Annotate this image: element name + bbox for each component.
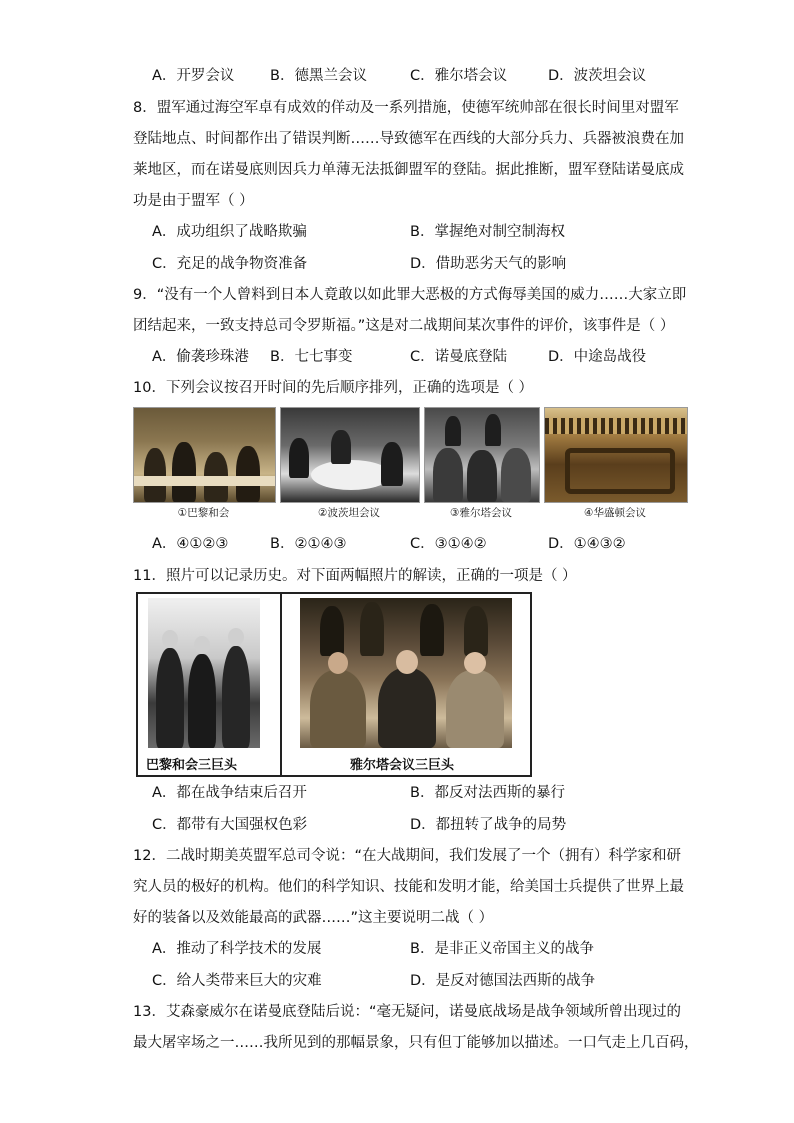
q10-option-c: C．③①④② [410, 536, 487, 552]
q7-option-b: B．德黑兰会议 [270, 68, 367, 84]
q9-stem-line-2: 团结起来，一致支持总司令罗斯福。”这是对二战期间某次事件的评价，该事件是（ ） [133, 318, 675, 334]
caption-washington-conference: ④华盛顿会议 [584, 507, 646, 519]
caption-paris-big-three: 巴黎和会三巨头 [146, 758, 238, 773]
q7-option-c: C．雅尔塔会议 [410, 68, 508, 84]
q9-option-c: C．诺曼底登陆 [410, 349, 508, 365]
q12-option-b: B．是非正义帝国主义的战争 [410, 941, 594, 957]
q10-stem: 10．下列会议按召开时间的先后顺序排列，正确的选项是（ ） [133, 380, 534, 396]
q12-option-c: C．给人类带来巨大的灾难 [152, 973, 322, 989]
potsdam-conference-photo [280, 407, 420, 503]
q9-option-d: D．中途岛战役 [548, 349, 647, 365]
q8-option-b: B．掌握绝对制空制海权 [410, 224, 565, 240]
q8-option-d: D．借助恶劣天气的影响 [410, 256, 567, 272]
q8-stem-line-1: 8．盟军通过海空军卓有成效的佯动及一系列措施，使德军统帅部在很长时间里对盟军 [133, 100, 679, 116]
washington-conference-photo [544, 407, 688, 503]
caption-yalta-big-three: 雅尔塔会议三巨头 [350, 758, 455, 773]
q11-option-a: A．都在战争结束后召开 [152, 785, 307, 801]
q8-stem-line-2: 登陆地点、时间都作出了错误判断……导致德军在西线的大部分兵力、兵器被浪费在加 [133, 131, 684, 147]
q12-stem-line-1: 12．二战时期美英盟军总司令说：“在大战期间，我们发展了一个（拥有）科学家和研 [133, 848, 681, 864]
q12-option-d: D．是反对德国法西斯的战争 [410, 973, 596, 989]
q11-option-b: B．都反对法西斯的暴行 [410, 785, 565, 801]
q7-option-d: D．波茨坦会议 [548, 68, 647, 84]
q11-option-c: C．都带有大国强权色彩 [152, 817, 308, 833]
caption-potsdam-conference: ②波茨坦会议 [318, 507, 380, 519]
q7-option-a: A．开罗会议 [152, 68, 235, 84]
q10-option-a: A．④①②③ [152, 536, 229, 552]
q12-stem-line-2: 究人员的极好的机构。他们的科学知识、技能和发明才能，给美国士兵提供了世界上最 [133, 879, 684, 895]
q13-stem-line-1: 13．艾森豪威尔在诺曼底登陆后说：“毫无疑问，诺曼底战场是战争领域所曾出现过的 [133, 1004, 681, 1020]
yalta-big-three-photo [300, 598, 512, 748]
q9-option-a: A．偷袭珍珠港 [152, 349, 249, 365]
q8-stem-line-3: 莱地区，而在诺曼底则因兵力单薄无法抵御盟军的登陆。据此推断，盟军登陆诺曼底成 [133, 162, 684, 178]
q9-option-b: B．七七事变 [270, 349, 353, 365]
q11-stem: 11．照片可以记录历史。对下面两幅照片的解读，正确的一项是（ ） [133, 568, 577, 584]
caption-paris-peace-conference: ①巴黎和会 [177, 507, 230, 519]
q8-option-c: C．充足的战争物资准备 [152, 256, 308, 272]
q10-option-b: B．②①④③ [270, 536, 347, 552]
q12-option-a: A．推动了科学技术的发展 [152, 941, 322, 957]
q12-stem-line-3: 好的装备以及效能最高的武器……”这主要说明二战（ ） [133, 910, 494, 926]
yalta-conference-photo [424, 407, 540, 503]
paris-peace-conference-photo [133, 407, 276, 503]
q9-stem-line-1: 9．“没有一个人曾料到日本人竟敢以如此罪大恶极的方式侮辱美国的威力……大家立即 [133, 287, 687, 303]
q13-stem-line-2: 最大屠宰场之一……我所见到的那幅景象，只有但丁能够加以描述。一口气走上几百码， [133, 1035, 699, 1051]
q11-option-d: D．都扭转了战争的局势 [410, 817, 567, 833]
caption-yalta-conference: ③雅尔塔会议 [450, 507, 512, 519]
q10-option-d: D．①④③② [548, 536, 626, 552]
paris-big-three-photo [148, 598, 260, 748]
q8-stem-line-4: 功是由于盟军（ ） [133, 193, 254, 209]
q8-option-a: A．成功组织了战略欺骗 [152, 224, 307, 240]
